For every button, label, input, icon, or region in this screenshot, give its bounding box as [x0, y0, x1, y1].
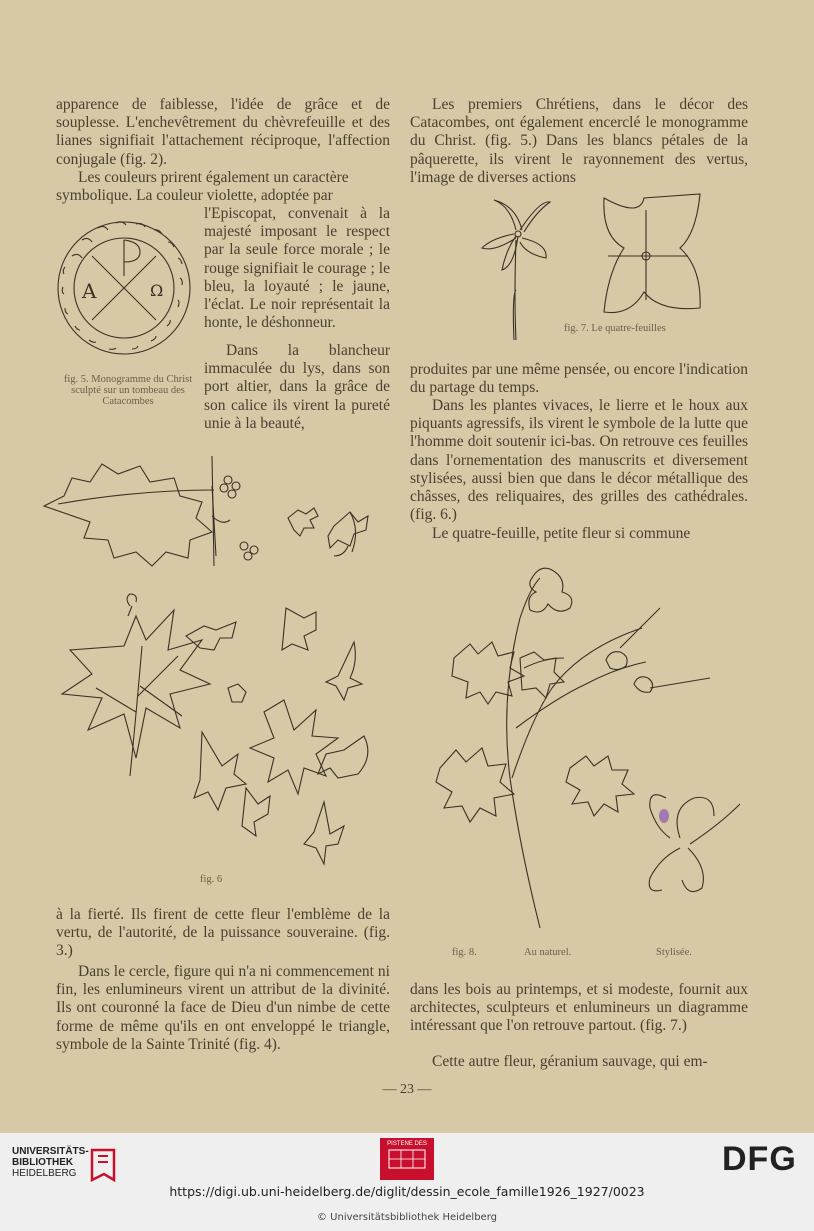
page-url[interactable]: https://digi.ub.uni-heidelberg.de/diglit/dessin_ecole_famille1926_1927/0023	[169, 1184, 645, 1199]
library-line1: UNIVERSITÄTS-	[12, 1146, 89, 1157]
caption-fig5: fig. 5. Monogramme du Christ sculpté sur un tombeau des Catacombes	[63, 374, 193, 407]
geranium-illustration	[420, 548, 760, 938]
right-para-2: produites par une même pensée, ou encore l'indication du partage du temps.	[410, 361, 748, 397]
left-para-1: apparence de faiblesse, l'idée de grâce et de souplesse. L'enchevêtrement du chèvrefeuille et des lianes signifiait l'attachement réciproque, l'affection conjugale (fig. 2).	[56, 96, 390, 168]
library-line3: HEIDELBERG	[12, 1168, 77, 1179]
left-para-5: Dans le cercle, figure qui n'a ni commencement ni fin, les enlumineurs virent un attribut de la divinité. Ils ont couronné la face de Dieu d'un nimbe de cette forme de même qu'ils en ont enveloppé le triangle, symbole de la Sainte Trinité (fig. 4).	[56, 963, 390, 1053]
badge-grid-icon	[387, 1148, 427, 1170]
left-para-2-wrapped: l'Episcopat, convenait à la majesté imposant le respect par la seule force morale ; le rouge signifiait le courage ; le bleu, la loyauté ; le jaune, l'éclat. Le noir représentait la honte, le déshonneur.	[204, 205, 390, 332]
project-badge[interactable]: PISTENE DES	[380, 1138, 434, 1180]
monogram-illustration	[52, 216, 202, 366]
holly-ivy-illustration	[34, 446, 394, 866]
left-para-2-head: Les couleurs prirent également un caractère symbolique. La couleur violette, adoptée par	[56, 169, 349, 205]
right-para-5: dans les bois au printemps, et si modeste, fournit aux architectes, sculpteurs et enlumineurs un diagramme intéressant que l'on retrouve partout. (fig. 7.)	[410, 981, 748, 1035]
left-para-4: à la fierté. Ils firent de cette fleur l'emblème de la vertu, de l'autorité, de la puissance souveraine. (fig. 3.)	[56, 906, 390, 960]
left-para-3-wrapped: Dans la blancheur immaculée du lys, dans son port altier, dans la grâce de son calice ils virent la pureté unie à la beauté,	[204, 342, 390, 432]
caption-fig8-natural: Au naturel.	[524, 947, 572, 958]
caption-fig6: fig. 6	[200, 874, 223, 885]
copyright-notice: © Universitätsbibliothek Heidelberg	[316, 1212, 497, 1223]
dfg-logo[interactable]: DFG	[722, 1140, 797, 1178]
alpha-letter: A	[82, 279, 97, 303]
university-library-logo[interactable]	[12, 1146, 122, 1184]
right-para-3: Dans les plantes vivaces, le lierre et le houx aux piquants agressifs, ils virent le symbole de la lutte que l'homme doit soutenir ici-bas. On retrouve ces feuilles dans l'ornementation des manuscrits et diversement stylisées, aussi bien que dans le décor métallique des châsses, des reliquaires, des grilles des cathédrales. (fig. 6.)	[410, 397, 748, 524]
caption-fig8-stylized: Stylisée.	[656, 947, 692, 958]
right-para-6: Cette autre fleur, géranium sauvage, qui em-	[432, 1053, 708, 1070]
page-number: — 23 —	[382, 1082, 432, 1097]
omega-letter: Ω	[150, 281, 164, 300]
right-para-4: Le quatre-feuille, petite fleur si commune	[432, 525, 691, 542]
caption-fig8: fig. 8.	[452, 947, 477, 958]
library-line2: BIBLIOTHEK	[12, 1157, 74, 1168]
library-emblem-icon	[88, 1146, 118, 1182]
right-para-1: Les premiers Chrétiens, dans le décor des Catacombes, ont également encerclé le monogramme du Christ. (fig. 5.) Dans les blancs pétales de la pâquerette, ils virent le rayonnement des vertus, l'image de diverses actions	[410, 96, 748, 186]
caption-fig7: fig. 7. Le quatre-feuilles	[564, 323, 666, 334]
